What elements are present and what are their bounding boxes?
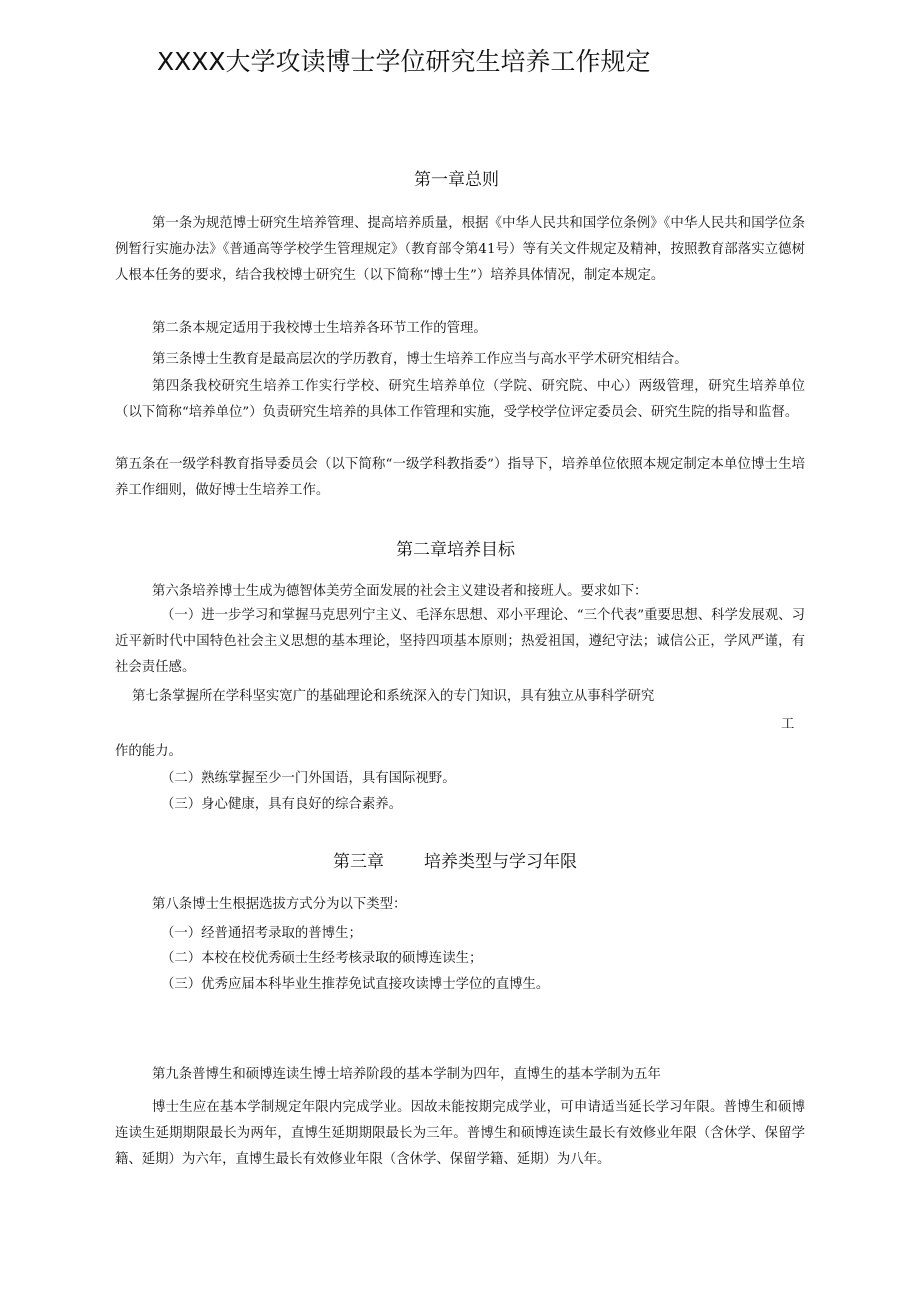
- type-item-2: （二）本校在校优秀硕士生经考核录取的硕博连读生；: [161, 951, 483, 966]
- goal-item-1: （一）进一步学习和掌握马克思列宁主义、毛泽东思想、邓小平理论、“三个代表”重要思想、科学发展观、习近平新时代中国特色社会主义思想的基本理论，坚持四项基本原则；热爱祖国，遵纪守法；诚信公正，学风严谨，有社会责任感。: [115, 608, 805, 675]
- article-6: 第六条培养博士生成为德智体美劳全面发展的社会主义建设者和接班人。要求如下：: [152, 584, 648, 599]
- article-7-line-1: 第七条掌握所在学科坚实宽广的基础理论和系统深入的专门知识，具有独立从事科学研究: [132, 689, 655, 704]
- article-8: 第八条博士生根据选拔方式分为以下类型：: [152, 897, 407, 912]
- chapter-1-heading: 第一章总则: [414, 170, 499, 190]
- goal-item-3: （三）身心健康，具有良好的综合素养。: [161, 797, 403, 812]
- article-2: 第二条本规定适用于我校博士生培养各环节工作的管理。: [152, 321, 487, 336]
- chapter-3-heading: [333, 850, 577, 874]
- article-4: 第四条我校研究生培养工作实行学校、研究生培养单位（学院、研究院、中心）两级管理，研究生培养单位（以下简称“培养单位”）负责研究生培养的具体工作管理和实施，受学校学位评定委员会、研究生院的指导和监督。: [115, 379, 805, 420]
- document-title: XXXX大学攻读博士学位研究生培养工作规定: [157, 47, 651, 76]
- article-9-continuation: 博士生应在基本学制规定年限内完成学业。因故未能按期完成学业，可申请适当延长学习年限。普博生和硕博连读生延期期限最长为两年，直博生延期期限最长为三年。普博生和硕博连读生最长有效修业年限（含休学、保留学籍、延期）为六年，直博生最长有效修业年限（含休学、保留学籍、延期）为八年。: [115, 1100, 805, 1167]
- chapter-3-number: 第三章: [333, 852, 384, 872]
- type-item-3: （三）优秀应届本科毕业生推荐免试直接攻读博士学位的直博生。: [161, 977, 550, 992]
- chapter-3-title: 培养类型与学习年限: [424, 852, 577, 872]
- chapter-2-heading: 第二章培养目标: [396, 540, 515, 560]
- goal-item-2: （二）熟练掌握至少一门外国语，具有国际视野。: [161, 771, 456, 786]
- article-7-line-3: 作的能力。: [115, 744, 182, 759]
- article-1: 第一条为规范博士研究生培养管理、提高培养质量，根据《中华人民共和国学位条例》《中华人民共和国学位条例暂行实施办法》《普通高等学校学生管理规定》（教育部令第41号）等有关文件规定及精神，按照教育部落实立德树人根本任务的要求，结合我校博士研究生（以下简称“博士生”）培养具体情况，制定本规定。: [115, 216, 805, 283]
- type-item-1: （一）经普通招考录取的普博生；: [161, 926, 362, 941]
- article-9: 第九条普博生和硕博连读生博士培养阶段的基本学制为四年，直博生的基本学制为五年: [152, 1067, 661, 1082]
- article-7-orphan-char: 工: [781, 717, 795, 732]
- article-3: 第三条博士生教育是最高层次的学历教育，博士生培养工作应当与高水平学术研究相结合。: [152, 352, 688, 367]
- article-5: 第五条在一级学科教育指导委员会（以下简称“一级学科教指委”）指导下，培养单位依照本规定制定本单位博士生培养工作细则，做好博士生培养工作。: [115, 457, 805, 498]
